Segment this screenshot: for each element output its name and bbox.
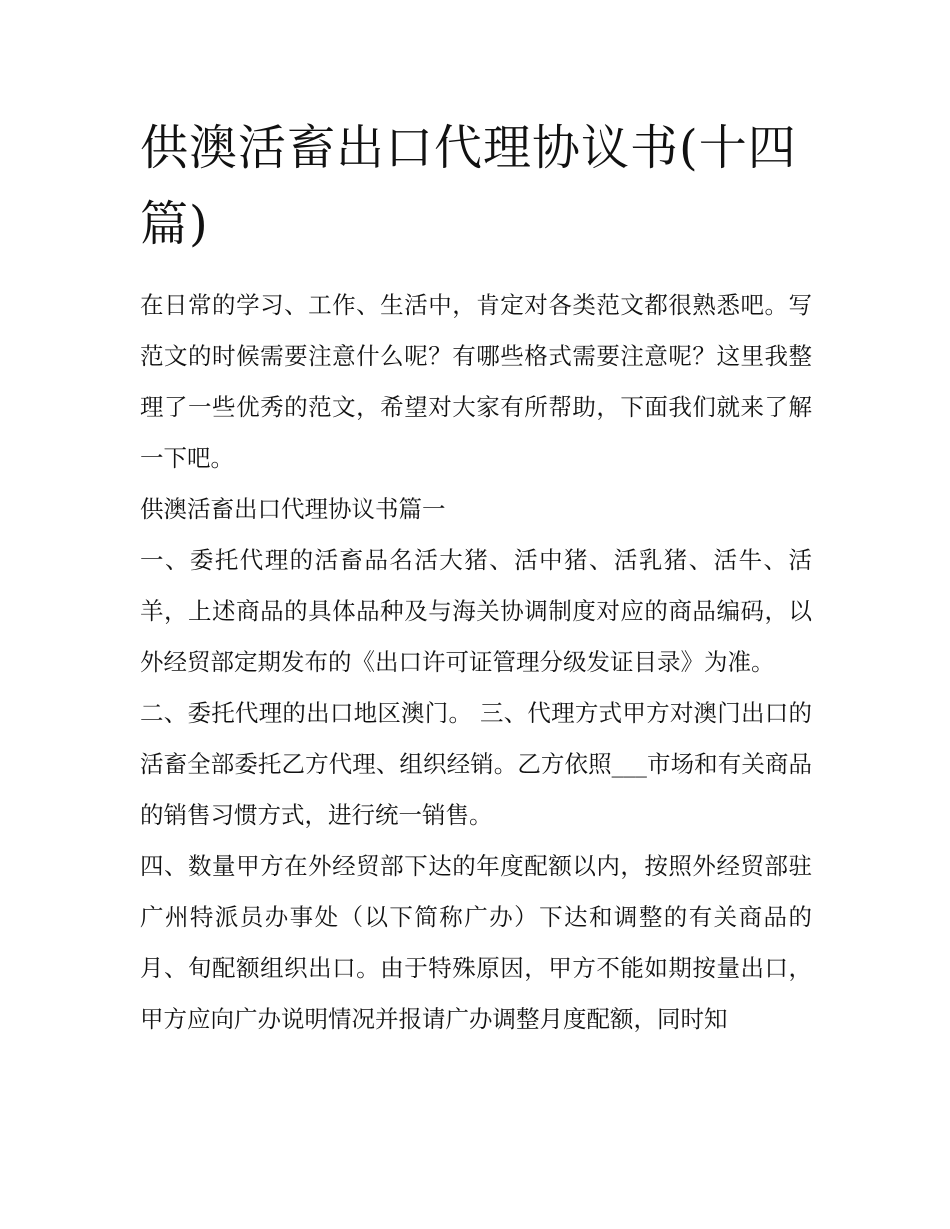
section-heading: 供澳活畜出口代理协议书篇一 (140, 495, 446, 523)
document-page (140, 110, 812, 1045)
clause-four: 四、数量甲方在外经贸部下达的年度配额以内，按照外经贸部驻广州特派员办事处（以下简称广办）下达和调整的有关商品的月、旬配额组织出口。由于特殊原因，甲方不能如期按量出口，甲方应向广办说明情况并报请广办调整月度配额，同时知 (140, 852, 812, 1033)
clause-one: 一、委托代理的活畜品名活大猪、活中猪、活乳猪、活牛、活羊，上述商品的具体品种及与海关协调制度对应的商品编码，以外经贸部定期发布的《出口许可证管理分级发证目录》为准。 (140, 546, 812, 676)
clause-two-three: 二、委托代理的出口地区澳门。 三、代理方式甲方对澳门出口的活畜全部委托乙方代理、组织经销。乙方依照___市场和有关商品的销售习惯方式，进行统一销售。 (140, 699, 812, 829)
document-title: 供澳活畜出口代理协议书(十四篇) (140, 120, 797, 252)
intro-paragraph: 在日常的学习、工作、生活中，肯定对各类范文都很熟悉吧。写范文的时候需要注意什么呢？有哪些格式需要注意呢？这里我整理了一些优秀的范文，希望对大家有所帮助，下面我们就来了解一下吧。 (140, 291, 812, 472)
